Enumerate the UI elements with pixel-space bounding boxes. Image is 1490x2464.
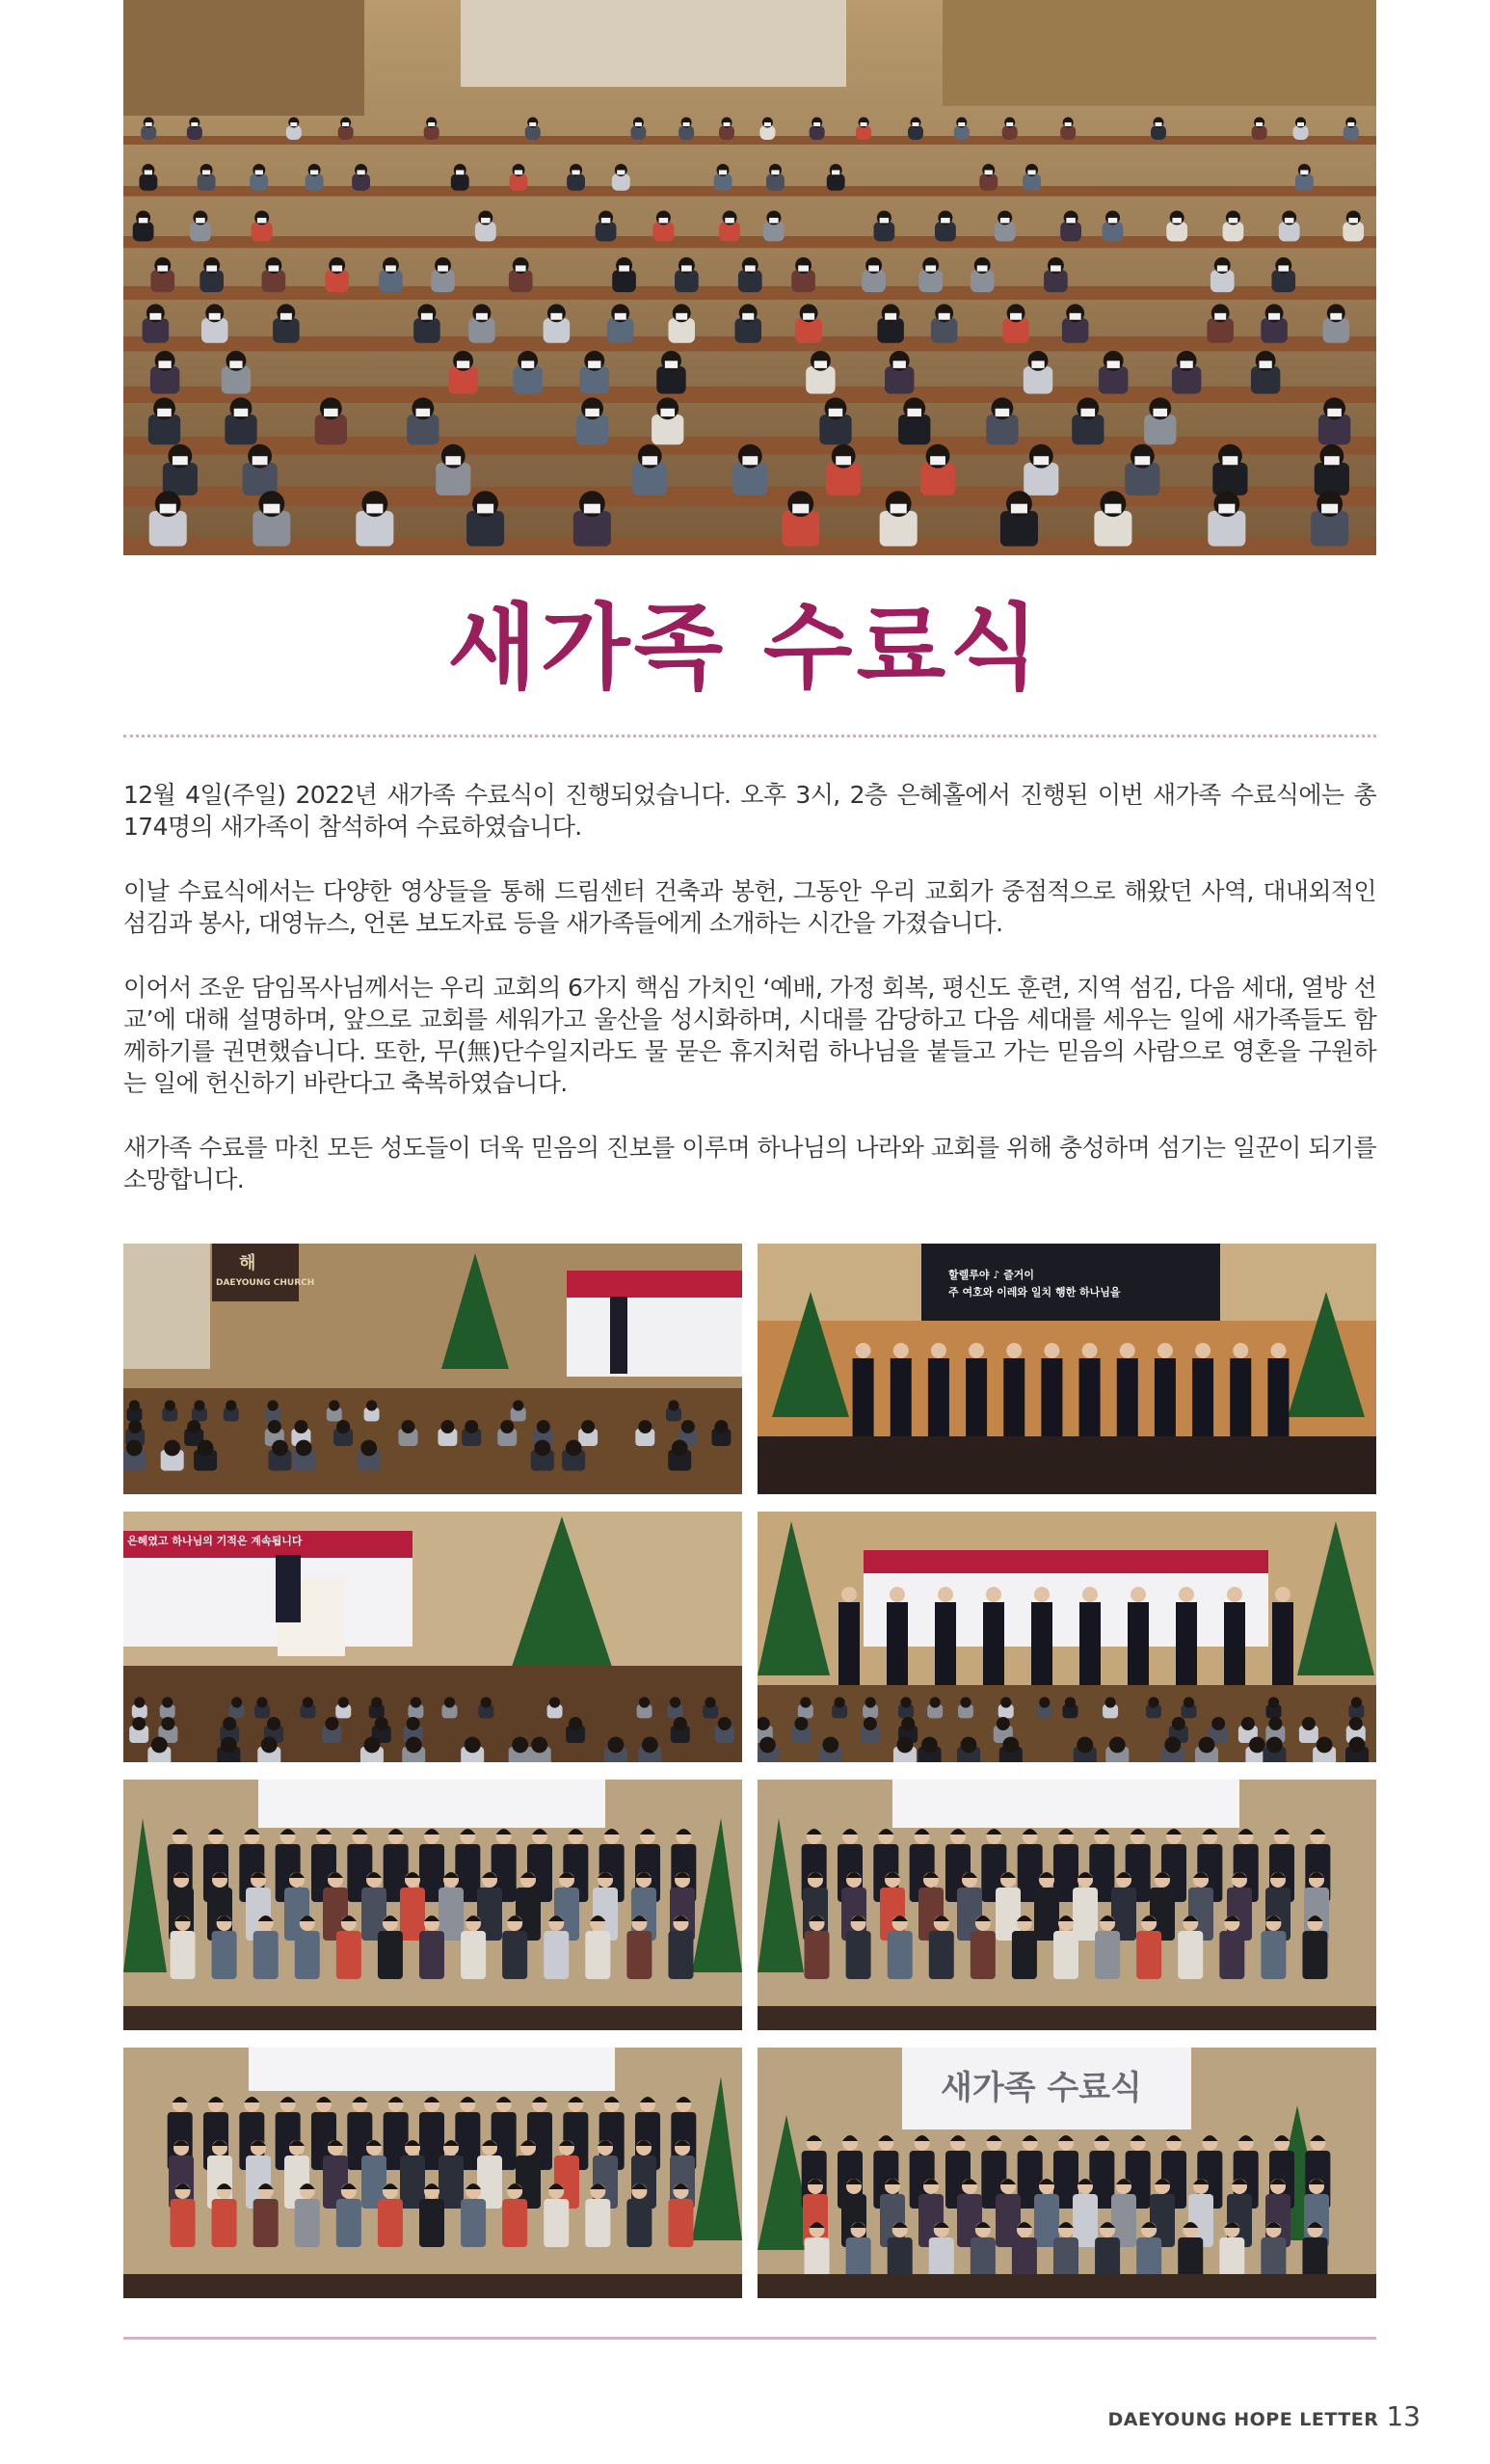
page-footer [1108,2400,1422,2432]
page-number: 13 [1386,2400,1421,2432]
photo-pastor-at-pulpit [123,1244,742,1494]
photo-group-2 [758,1780,1376,2030]
screen-lyrics-line-2: 주 여호와 이레와 일치 행한 하나님을 [948,1286,1121,1299]
photo-group-3 [123,2048,742,2298]
photo-group-1 [123,1780,742,2030]
screen-lyrics-line-1: 할렐루야 ♪ 즐거이 [948,1269,1035,1281]
paragraph-3: 이어서 조운 담임목사님께서는 우리 교회의 6가지 핵심 가치인 ‘예배, 가정 회복, 평신도 훈련, 지역 섬김, 다음 세대, 열방 선교’에 대해 설명하며, 앞으로 교회를 세워가고 울산을 성시화하며, 시대를 감당하고 다음 세대를 세우는 일에 새가족들도 함께하기를 권면했습니다. 또한, 무(無)단수일지라도 물 묻은 휴지처럼 하나님을 붙들고 가는 믿음의 사람으로 영혼을 구원하는 일에 헌신하기 바란다고 축복하였습니다. [123,974,1376,1097]
magazine-name: DAEYOUNG HOPE LETTER [1107,2409,1379,2430]
article-body [123,779,1376,1228]
hero-photo-congregation [123,0,1376,555]
footer-divider [123,2337,1376,2340]
photo-pastor-preaching [123,1512,742,1762]
paragraph-1: 12월 4일(주일) 2022년 새가족 수료식이 진행되었습니다. 오후 3시, 2층 은혜홀에서 진행된 이번 새가족 수료식에는 총 174명의 새가족이 참석하여 수료하였습니다. [123,781,1376,841]
photo-choir-singing [758,1244,1376,1494]
photo-leaders-on-stage [758,1512,1376,1762]
article-title: 새가족 수료식 [447,594,1043,702]
screen-final-title: 새가족 수료식 [941,2069,1142,2107]
title-divider [123,735,1376,737]
church-sign-top: 해 [239,1253,256,1273]
paragraph-2: 이날 수료식에서는 다양한 영상들을 통해 드림센터 건축과 봉헌, 그동안 우리 교회가 중점적으로 해왔던 사역, 대내외적인 섬김과 봉사, 대영뉴스, 언론 보도자료 등을 새가족들에게 소개하는 시간을 가졌습니다. [123,877,1376,937]
photo-group-final-banner [758,2048,1376,2298]
church-sign-bottom: DAEYOUNG CHURCH [216,1278,315,1288]
paragraph-4: 새가족 수료를 마친 모든 성도들이 더욱 믿음의 진보를 이루며 하나님의 나라와 교회를 위해 충성하며 섬기는 일꾼이 되기를 소망합니다. [123,1134,1376,1193]
congregation-illustration [123,0,1376,555]
screen-banner-left: 은혜였고 하나님의 기적은 계속됩니다 [127,1535,303,1547]
